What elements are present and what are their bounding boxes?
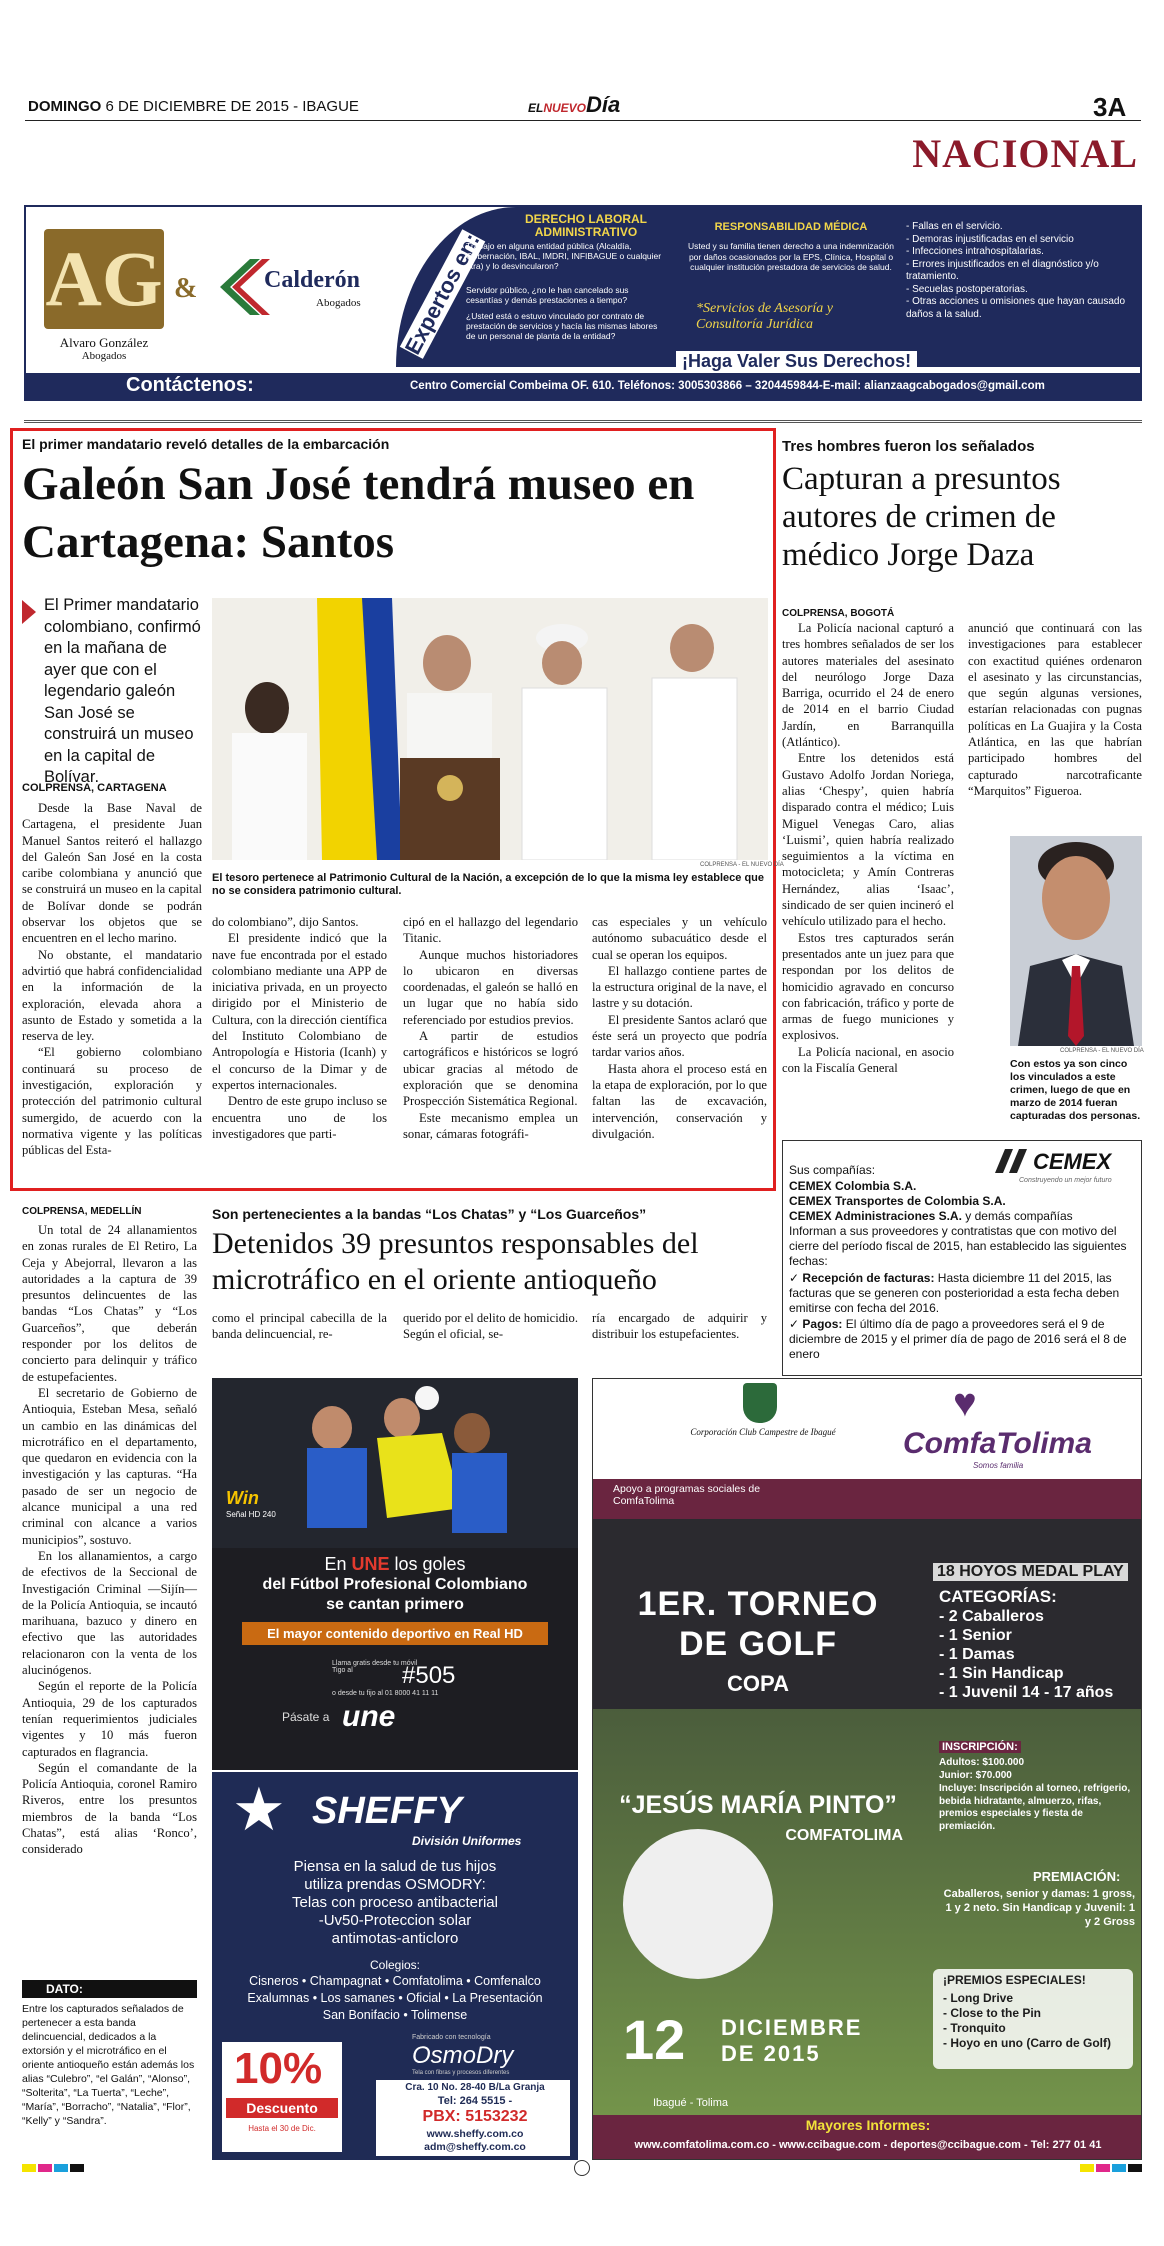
paragraph: Hasta ahora el proceso está en la etapa de exploración, por lo que faltan las de excavación, intervención, conservación y divulgación.	[592, 1061, 767, 1141]
cemex-company-1: CEMEX Colombia S.A.	[789, 1179, 917, 1193]
daza-headline: Capturan a presuntos autores de crimen de médico Jorge Daza	[782, 461, 1061, 573]
paragraph: La Policía nacional, en asocio con la Fiscalía General	[782, 1044, 954, 1076]
section-title: NACIONAL	[912, 131, 1138, 176]
paragraph: El presidente Santos aclaró que éste será un proyecto que podría tardar varios años.	[592, 1012, 767, 1060]
golf-location: Ibagué - Tolima	[653, 2097, 729, 2109]
main-article-lead: El Primer mandatario colombiano, confirmó en la mañana de ayer que con el legendario galeón San José se construirá un museo en la capital de Bolívar.	[44, 596, 201, 786]
golf-sponsor: COMFATOLIMA	[785, 1827, 903, 1844]
daza-col2	[968, 620, 1142, 799]
sheffy-line-3: Telas con proceso antibacterial	[292, 1894, 498, 1911]
medica-list-item: - Errores injustificados en el diagnóstico y/o tratamiento.	[906, 258, 1099, 282]
cemex-company-2: CEMEX Transportes de Colombia S.A.	[789, 1194, 1006, 1208]
sheffy-colegios-label: Colegios:	[369, 1958, 421, 1972]
special-prize-item: - Long Drive	[943, 1991, 1014, 2005]
sheffy-colegios-1: Cisneros • Champagnat • Comfatolima • Comfenalco	[249, 1974, 541, 1988]
une-short-code: #505	[402, 1662, 456, 1689]
chatas-main-col	[22, 1222, 197, 1858]
paragraph: anunció que continuará con las investigaciones para establecer con exactitud quiénes ordenaron el asesinato y las circunstancias, que según algunas versiones, estarían relacionadas con pugnas políticas en La Guajira y la Costa Atlántica, en las que habrían participado hombres del capturado narcotraficante “Marquitos” Figueroa.	[968, 621, 1142, 798]
sheffy-pbx: PBX: 5153232	[422, 2108, 528, 2125]
une-call-alt: o desde tu fijo al 01 8000 41 11 11	[332, 1690, 439, 1697]
sheffy-tech-sub: Tela con fibras y procesos diferentes	[412, 2070, 510, 2076]
laboral-text-2: Servidor público, ¿no le han cancelado sus cesantías y demás prestaciones a tiempo?	[466, 285, 629, 305]
main-article-col1	[22, 800, 202, 1159]
page-dateline	[28, 98, 359, 115]
registration-tick	[1096, 2164, 1110, 2172]
ag-logo: AG	[44, 229, 164, 329]
golf-special-title: ¡PREMIOS ESPECIALES!	[943, 1973, 1086, 1987]
paragraph: Dentro de este grupo incluso se encuentra uno de los investigadores que parti-	[212, 1094, 387, 1141]
paragraph: cas especiales y un vehículo autónomo subacuático desde el cual se operan los equipos.	[592, 915, 767, 962]
category-item: - 1 Senior	[939, 1627, 1012, 1644]
law-firm-ad	[24, 205, 1142, 401]
ad-ampersand: &	[174, 273, 198, 304]
golf-categories-title: CATEGORÍAS:	[939, 1587, 1057, 1606]
registration-tick	[22, 2164, 36, 2172]
sheffy-colegios-2: Exalumnas • Los samanes • Oficial • La Presentación	[247, 1991, 543, 2005]
paragraph: No obstante, el mandatario advirtió que habrá confidencialidad en la información de la exploración, elevada ahora a asunto de Estado y sometida a la reserva de ley.	[22, 947, 202, 1044]
golf-premiacion-text: Caballeros, senior y damas: 1 gross, 1 y 2 neto. Sin Handicap y Juvenil: 1 y 2 Gross	[943, 1888, 1135, 1928]
section-divider	[24, 420, 1142, 423]
main-article-headline: Galeón San José tendrá museo en Cartagena: Santos	[22, 458, 695, 568]
laboral-text-1: Trabajo en alguna entidad pública (Alcaldía, Gobernación, IBAL, IMDRI, INFIBAGUE o cualquier otra) y lo desvincularon?	[466, 241, 662, 271]
ag-firm-sub: Abogados	[81, 350, 127, 362]
golf-inscripcion-text: Incluye: Inscripción al torneo, refrigerio, bebida hidratante, almuerzo, rifas, premios especiales y fiesta de premiación.	[939, 1783, 1131, 1832]
registration-tick	[38, 2164, 52, 2172]
laboral-text-3: ¿Usted está o estuvo vinculado por contrato de prestación de servicios y hacía las mismas labores de un personal de planta de la entidad?	[466, 311, 658, 341]
special-prize-item: - Tronquito	[943, 2021, 1006, 2035]
dato-label: DATO:	[22, 1980, 197, 1998]
une-pasate: Pásate a	[282, 1710, 330, 1724]
paragraph: La Policía nacional capturó a tres hombres señalados de ser los autores materiales del asesinato del neurólogo Jorge Daza Barriga, ocurrido el 24 de enero de 2014 en el barrio Ciudad Jardín, en Barranquilla (Atlántico).	[782, 621, 954, 750]
sheffy-ad	[212, 1772, 578, 2160]
page-number: 3A	[1093, 92, 1127, 122]
paragraph: Este mecanismo emplea un sonar, cámaras fotográfi-	[403, 1110, 578, 1141]
registration-tick	[1112, 2164, 1126, 2172]
golf-info-title: Mayores Informes:	[805, 2117, 931, 2133]
medica-list-item: - Otras acciones u omisiones que hayan causado daños a la salud.	[906, 296, 1126, 320]
paragraph: “El gobierno colombiano continuará su proceso de investigación, exploración y protección del patrimonio cultural sumergido, de acuerdo con la normativa vigente y las políticas públicas del Esta-	[22, 1045, 202, 1158]
paragraph: Según el comandante de la Policía Antioquia, coronel Ramiro Riveros, entre los presuntos miembros de la banda “Los Chatas”, está alias ‘Ronco’, considerado	[22, 1760, 197, 1857]
une-band: El mayor contenido deportivo en Real HD	[242, 1622, 548, 1645]
golf-inscripcion-title: INSCRIPCIÓN:	[939, 1741, 1021, 1753]
sheffy-discount-label: Descuento	[226, 2098, 338, 2118]
calderon-sub: Abogados	[316, 297, 361, 309]
golf-title-2: DE GOLF	[678, 1625, 838, 1663]
check-icon: ✓	[789, 1271, 800, 1285]
chatas-sub-col2: querido por el delito de homicidio. Según el oficial, se-	[403, 1311, 578, 1342]
golf-categories	[939, 1607, 1113, 1702]
golf-apoyo: Apoyo a programas sociales de ComfaTolima	[613, 1483, 761, 1507]
sheffy-division: División Uniformes	[412, 1834, 522, 1848]
daza-kicker: Tres hombres fueron los señalados	[782, 438, 1035, 455]
dateline-day: DOMINGO	[28, 98, 102, 115]
golf-inscripcion-junior: Junior: $70.000	[939, 1770, 1012, 1781]
paragraph: El secretario de Gobierno de Antioquia, Esteban Mesa, señaló un cambio en las dinámicas del microtráfico en el departamento, que quedaron en evidencia con la investigación y las capturas. “Ha pasado de ser un negocio de alcance municipal a una red criminal con alcance a varios municipios”, sostuvo.	[22, 1385, 197, 1547]
header-rule	[25, 120, 1141, 121]
medica-list-item: - Fallas en el servicio.	[906, 221, 1003, 232]
category-item: - 1 Damas	[939, 1646, 1015, 1663]
masthead-logo: ELNUEVODía	[528, 92, 621, 117]
calderon-name: Calderón	[264, 267, 360, 293]
golf-ball-image	[623, 1829, 773, 1979]
une-headline-1: En UNE los goles	[324, 1554, 466, 1574]
contact-label: Contáctenos:	[126, 374, 254, 396]
daza-photo-credit: COLPRENSA - EL NUEVO DÍA	[1060, 1048, 1144, 1054]
paragraph: Según el reporte de la Policía Antioquia, 29 de los capturados tenían requerimientos judiciales vigentes y 10 más fueron capturados en flagrancia.	[22, 1679, 197, 1759]
une-channel-sub: Señal HD 240	[226, 1510, 276, 1519]
cemex-logo-icon	[995, 1149, 1035, 1178]
club-crest-icon	[743, 1383, 777, 1423]
soccer-player-image	[212, 1378, 578, 1548]
chatas-sub-col3: ría encargado de adquirir y distribuir los estupefacientes.	[592, 1311, 767, 1342]
ag-firm-name: Alvaro González	[59, 335, 149, 350]
registration-tick	[54, 2164, 68, 2172]
paragraph: Estos tres capturados serán presentados ante un juez para que respondan por los delitos de homicidio agravado en concurso con fabricación, tráfico y porte de armas de fuego municiones y explosivos.	[782, 930, 954, 1043]
paragraph: Aunque muchos historiadores lo ubicaron en diversas coordenadas, el galeón se halló en un lugar que no había sido referenciado por estudios previos.	[403, 947, 578, 1027]
sheffy-colegios-3: San Bonifacio • Tolimense	[322, 2008, 468, 2022]
medica-list	[906, 221, 1136, 321]
comfatolima-heart-icon: ♥	[953, 1380, 977, 1425]
une-headline-2: del Fútbol Profesional Colombiano	[262, 1576, 528, 1593]
category-item: - 1 Sin Handicap	[939, 1665, 1064, 1682]
contact-info: Centro Comercial Combeima OF. 610. Teléfonos: 3005303866 – 3204459844-E-mail: alianzaagcabogados@gmail.com	[410, 380, 1045, 392]
sheffy-discount: 10%	[234, 2044, 323, 2093]
golf-copa: COPA	[727, 1671, 789, 1696]
golf-title-1: 1ER. TORNEO	[637, 1585, 879, 1623]
main-article-col2	[212, 914, 387, 1142]
sheffy-line-5: antimotas-anticloro	[331, 1930, 459, 1947]
sheffy-line-2: utiliza prendas OSMODRY:	[304, 1876, 486, 1893]
chatas-sub-col1: como el principal cabecilla de la banda delincuencial, re-	[212, 1311, 387, 1342]
registration-tick	[1080, 2164, 1094, 2172]
sheffy-web: www.sheffy.com.co	[426, 2128, 524, 2140]
main-article-byline: COLPRENSA, CARTAGENA	[22, 782, 167, 794]
sheffy-tech-label: Fabricado con tecnología	[412, 2034, 491, 2041]
comfatolima-brand: ComfaTolima	[903, 1427, 1092, 1460]
cemex-company-3: CEMEX Administraciones S.A. y demás compañías	[789, 1209, 1073, 1223]
cemex-item-1: ✓ Recepción de facturas: Hasta diciembre 11 del 2015, las facturas que se generen con posterioridad a esta fecha deben emitirse con fecha del 2016.	[789, 1271, 1120, 1315]
une-channel: Win	[226, 1488, 259, 1508]
special-prize-item: - Close to the Pin	[943, 2006, 1042, 2020]
sheffy-tel: Tel: 264 5515 -	[437, 2095, 513, 2107]
golf-tournament-ad	[592, 1378, 1142, 2160]
sheffy-discount-note: Hasta el 30 de Dic.	[248, 2124, 316, 2133]
cemex-logo: CEMEX	[1033, 1149, 1112, 1174]
chatas-headline: Detenidos 39 presuntos responsables del microtráfico en el oriente antioqueño	[212, 1227, 699, 1296]
main-article-kicker: El primer mandatario reveló detalles de la embarcación	[22, 436, 390, 452]
ad-slogan: ¡Haga Valer Sus Derechos!	[676, 351, 917, 372]
golf-format: 18 HOYOS MEDAL PLAY	[933, 1563, 1128, 1581]
paragraph: El presidente indicó que la nave fue encontrada por el estado colombiano mediante una APP de iniciativa privada, en un proyecto dirigido por el Ministerio de Cultura, con la dirección científica del Instituto Colombiano de Antropología e Historia (Icanh) y el concurso de la Dimar y de expertos internacionales.	[212, 931, 387, 1092]
category-item: - 2 Caballeros	[939, 1608, 1044, 1625]
golf-premiacion-title: PREMIACIÓN:	[1033, 1869, 1121, 1884]
sheffy-line-1: Piensa en la salud de tus hijos	[293, 1858, 497, 1875]
paragraph: Entre los detenidos está Gustavo Adolfo Jordan Noriega, alias ‘Chespy’, quien habría disparado contra el médico; Luis Miguel Venegas Caro, alias ‘Luismi’, quien habría realizado seguimientos a la víctima en motocicleta; y Amín Contreras Hernández, alias ‘Isaac’, sindicado de ser quien incineró el vehículo utilizado para el hecho.	[782, 751, 954, 929]
category-item: - 1 Juvenil 14 - 17 años	[939, 1684, 1114, 1701]
paragraph: Desde la Base Naval de Cartagena, el presidente Juan Manuel Santos reiteró el hallazgo del Galeón San José en la costa caribe colombiana y anunció que se construirá un museo en la capital de Bolívar donde se podrán observar los objetos que se encuentren en el lecho marino.	[22, 801, 202, 946]
sheffy-tech-brand: OsmoDry	[412, 2042, 514, 2069]
une-headline-3: se cantan primero	[326, 1596, 464, 1613]
paragraph: En los allanamientos, a cargo de efectivos de la Seccional de Investigación Criminal —Sijín— de la Policía Antioquia, se incautó marihuana, bazuco y dinero en efectivo que las autoridades relacionaron con la venta de los alucinógenos.	[22, 1548, 197, 1678]
special-prize-item: - Hoyo en uno (Carro de Golf)	[943, 2036, 1111, 2050]
golf-date-month: DICIEMBRE	[721, 2015, 863, 2040]
cemex-body: Informan a sus proveedores y contratistas que con motivo del cierre del período fiscal de 2015, han establecido las siguientes fechas:	[789, 1224, 1127, 1268]
sheffy-email: adm@sheffy.com.co	[424, 2141, 526, 2153]
medica-title: RESPONSABILIDAD MÉDICA	[714, 221, 868, 233]
sheffy-address: Cra. 10 No. 28-40 B/La Granja	[405, 2082, 545, 2093]
golf-inscripcion-adults: Adultos: $100.000	[939, 1757, 1025, 1768]
sheffy-brand: SHEFFY	[312, 1790, 462, 1832]
cemex-ad	[782, 1140, 1142, 1376]
golf-special-list	[943, 1991, 1111, 2051]
daza-caption: Con estos ya son cinco los vinculados a este crimen, luego de que en marzo de 2014 fueran capturadas dos personas.	[1010, 1058, 1141, 1122]
daza-byline: COLPRENSA, BOGOTÁ	[782, 608, 895, 619]
sheffy-line-4: -Uv50-Proteccion solar	[318, 1912, 472, 1929]
check-icon: ✓	[789, 1317, 800, 1331]
cemex-intro: Sus compañías:	[789, 1163, 876, 1177]
dato-text: Entre los capturados señalados de pertenecer a esta banda delincuencial, dedicados a la extorsión y el microtráfico en el oriente antioqueño están además los alias “Culebro”, “el Galán”, “Alonso”, “Solterita”, “La Tuerta”, “Leche”, “María”, “Borracho”, “Natalia”, “Flor”, “Kelly” y “Sandra”.	[22, 2003, 195, 2127]
cemex-tagline: Construyendo un mejor futuro	[1019, 1177, 1112, 1184]
laboral-title: DERECHO LABORAL ADMINISTRATIVO	[525, 212, 647, 239]
expertos-label: Expertos en:	[399, 229, 485, 359]
medica-text: Usted y su familia tienen derecho a una indemnización por daños ocasionados por la EPS, Clínica, Hospital o cualquier institución prestadora de servicios de salud.	[687, 241, 894, 272]
star-icon: ★	[232, 1777, 286, 1843]
paragraph: Un total de 24 allanamientos en zonas rurales de El Retiro, La Ceja y Abejorral, llevaron a las autoridades a la captura de 39 presuntos delincuentes de las bandas “Los Chatas” y “Los Guarceños”, que deberán responder por los delitos de concierto para delinquir y tráfico de estupefacientes.	[22, 1223, 197, 1384]
paragraph: do colombiano”, dijo Santos.	[212, 915, 359, 929]
main-article-col4	[592, 914, 767, 1142]
golf-info-line: www.comfatolima.com.co - www.ccibague.com - deportes@ccibague.com - Tel: 277 01 41	[634, 2139, 1102, 2151]
medica-list-item: - Secuelas postoperatorias.	[906, 283, 1028, 295]
main-photo-caption: El tesoro pertenece al Patrimonio Cultural de la Nación, a excepción de lo que la misma ley establece que no se considera patrimonio cultural.	[212, 872, 765, 897]
medica-list-item: - Infecciones intrahospitalarias.	[906, 246, 1044, 257]
une-ad	[212, 1378, 578, 1770]
main-article-col3	[403, 914, 578, 1142]
golf-club-name: Corporación Club Campestre de Ibagué	[690, 1427, 836, 1437]
paragraph: A partir de estudios cartográficos e históricos se logró ubicar gracias al método de exploración que se denomina Prospección Sistemática Regional.	[403, 1029, 578, 1109]
medica-list-item: - Demoras injustificadas en el servicio	[906, 233, 1074, 245]
chatas-kicker: Son pertenecientes a la bandas “Los Chatas” y “Los Guarceños”	[212, 1206, 647, 1222]
main-photo-credit: COLPRENSA - EL NUEVO DÍA	[700, 862, 784, 868]
registration-tick	[70, 2164, 84, 2172]
une-brand-logo: une	[342, 1700, 396, 1733]
calderon-chevron-icon	[210, 257, 270, 322]
dateline-date: 6 DE DICIEMBRE DE 2015 - IBAGUE	[105, 98, 359, 115]
santos-press-photo	[212, 598, 768, 860]
golf-date-number: 12	[623, 2008, 686, 2071]
daza-portrait-photo	[1010, 836, 1142, 1046]
paragraph: El hallazgo contiene partes de la estructura original de la nave, el lastre y su dotación.	[592, 963, 767, 1011]
registration-mark-icon	[574, 2160, 590, 2176]
comfatolima-tag: Somos familia	[973, 1461, 1024, 1470]
chatas-byline: COLPRENSA, MEDELLÍN	[22, 1206, 142, 1217]
une-call-text: Llama gratis desde tu móvil Tigo al	[332, 1660, 418, 1674]
golf-honoree: “JESÚS MARÍA PINTO”	[619, 1791, 897, 1819]
registration-tick	[1128, 2164, 1142, 2172]
golf-date-year: DE 2015	[721, 2041, 821, 2066]
lead-marker-icon	[22, 600, 36, 624]
daza-col1	[782, 620, 954, 1076]
medica-services: *Servicios de Asesoría y Consultoría Jurídica	[696, 301, 833, 332]
paragraph: cipó en el hallazgo del legendario Titanic.	[403, 915, 578, 946]
cemex-item-2: ✓ Pagos: El último día de pago a proveedores será el 9 de diciembre de 2015 y el primer día de pago de 2016 será el 8 de enero	[789, 1317, 1127, 1361]
